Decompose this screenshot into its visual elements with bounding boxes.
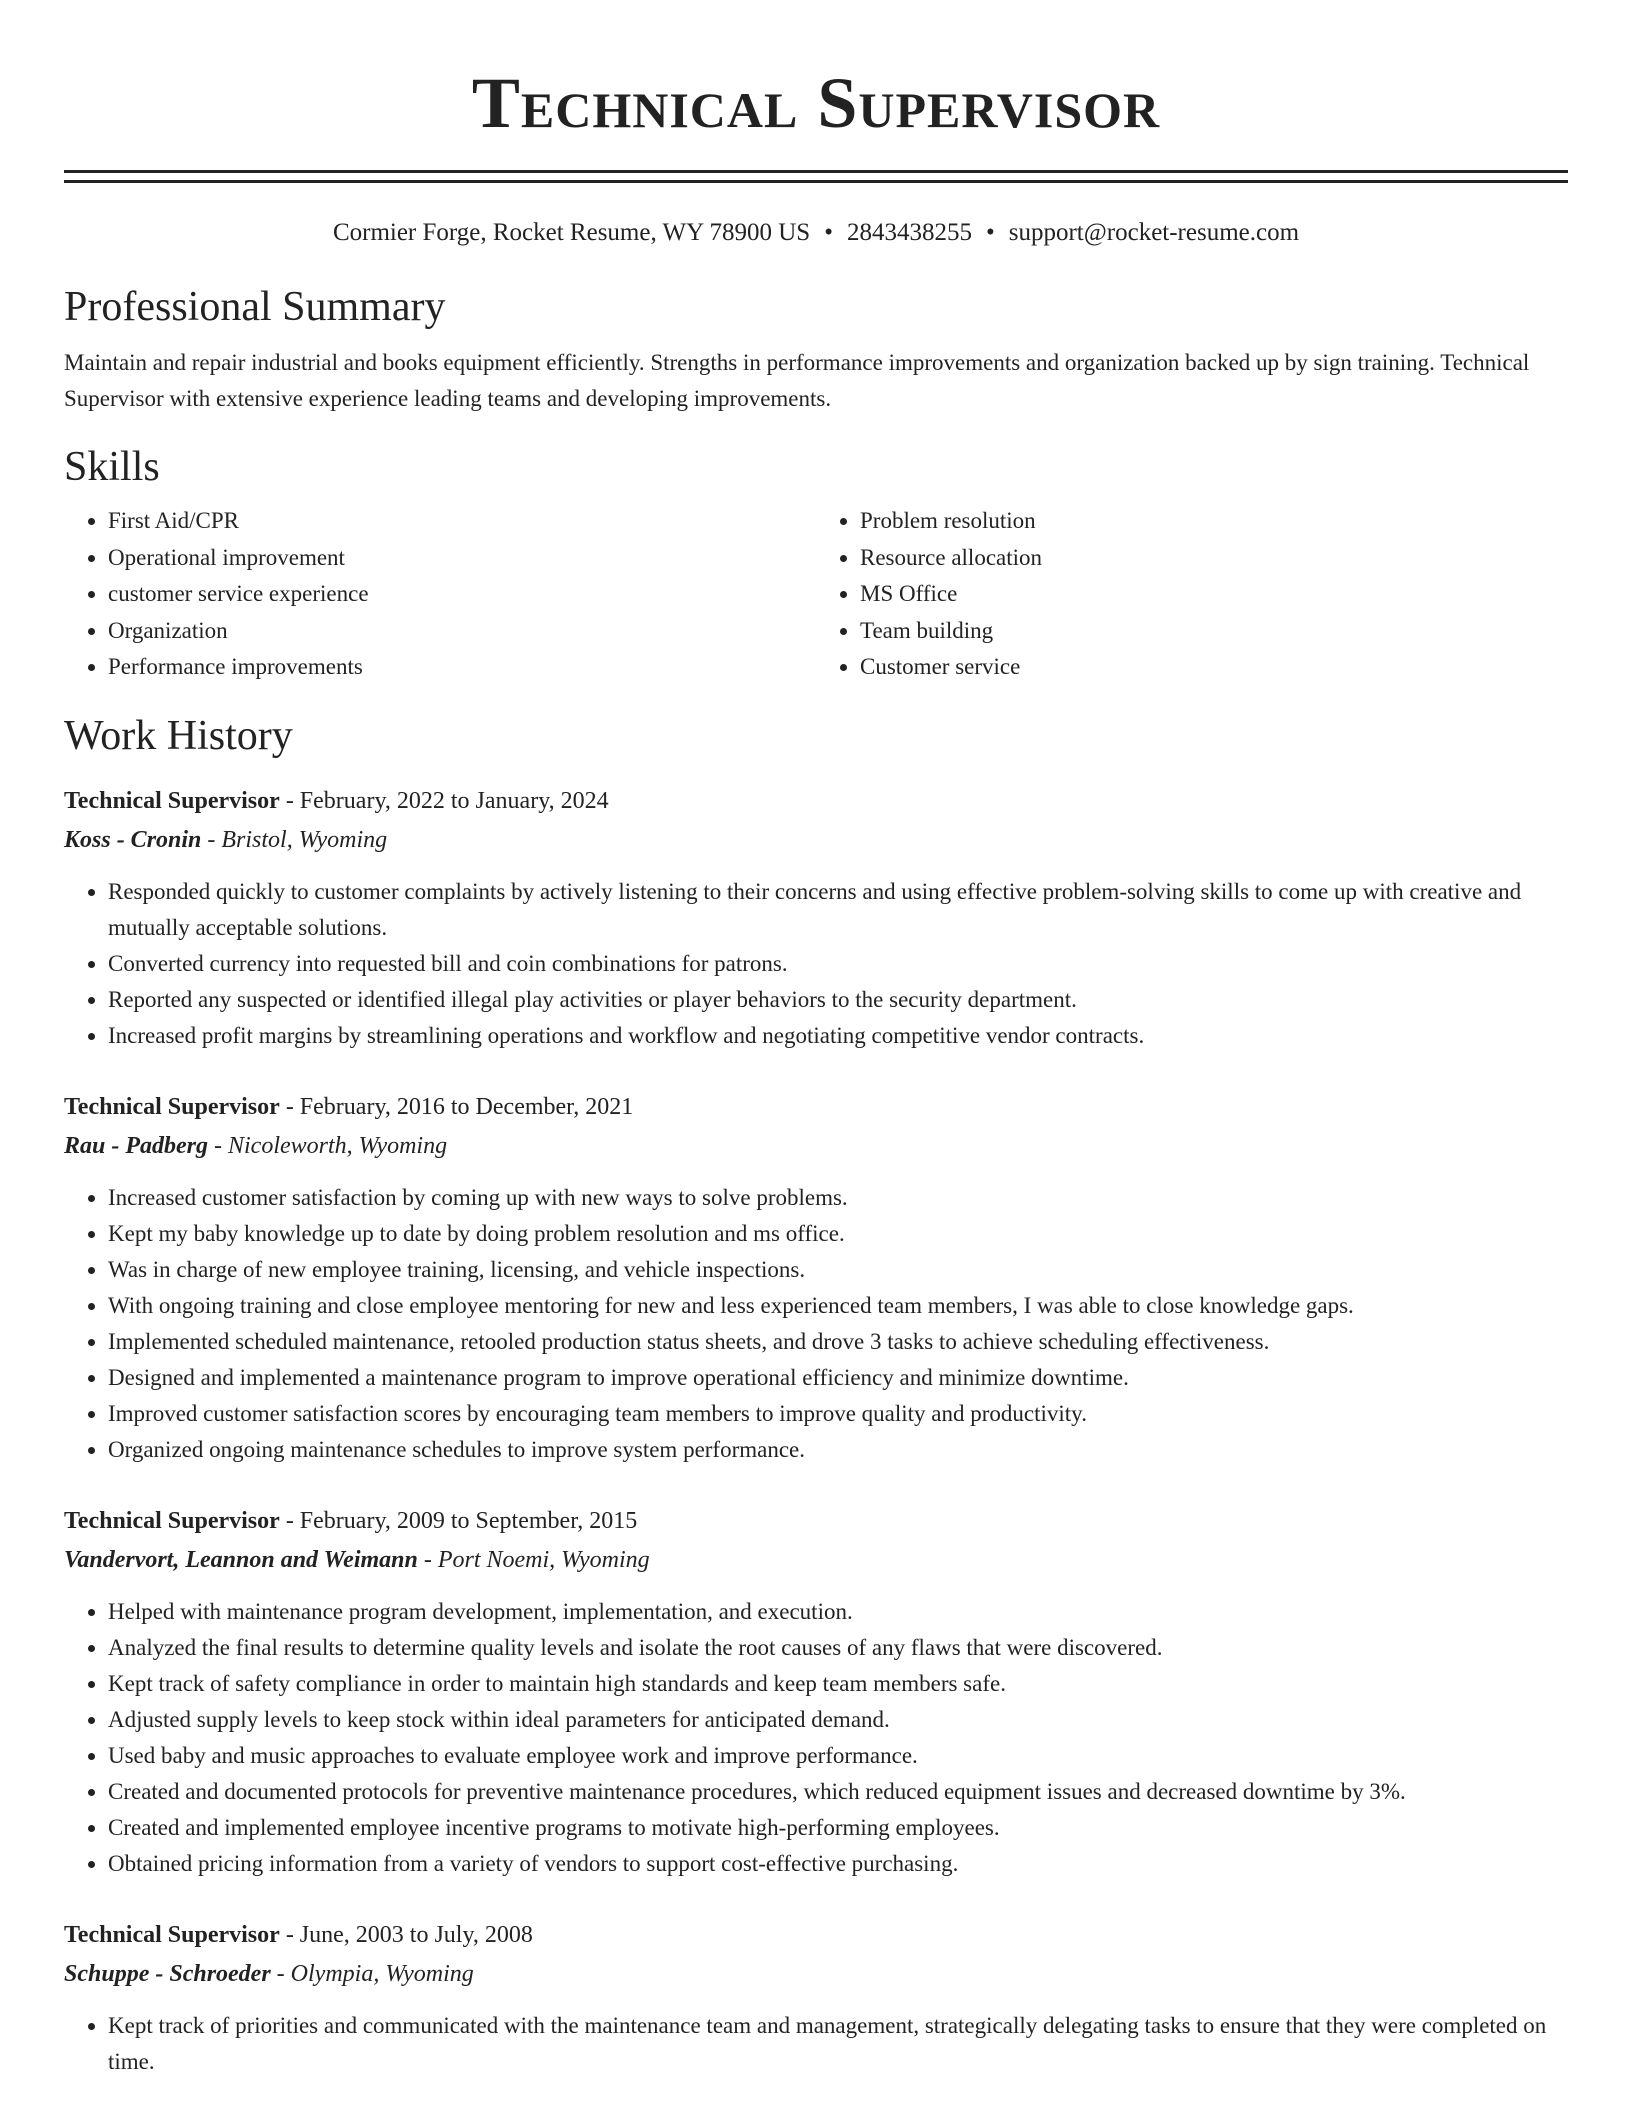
- contact-line: [64, 213, 1568, 253]
- job-entry: [64, 1502, 1568, 1882]
- skill-item: • Organization: [108, 613, 816, 650]
- job-bullet: • Adjusted supply levels to keep stock within ideal parameters for anticipated demand.: [108, 1702, 1568, 1738]
- job-bullet: • Kept track of safety compliance in order to maintain high standards and keep team members safe.: [108, 1666, 1568, 1702]
- work-history-heading: Work History: [64, 712, 293, 759]
- job-bullet: • Designed and implemented a maintenance program to improve operational efficiency and minimize downtime.: [108, 1360, 1568, 1396]
- job-bullets: [64, 874, 1568, 1054]
- job-bullet: • Kept track of priorities and communicated with the maintenance team and management, strategically delegating tasks to ensure that they were completed on time.: [108, 2008, 1568, 2080]
- job-bullet: • Reported any suspected or identified illegal play activities or player behaviors to the security department.: [108, 982, 1568, 1018]
- job-dates: - February, 2016 to December, 2021: [279, 1093, 634, 1120]
- job-bullet: • Increased profit margins by streamlining operations and workflow and negotiating competitive vendor contracts.: [108, 1018, 1568, 1054]
- resume-title: Technical Supervisor: [471, 63, 1161, 143]
- summary-text: Maintain and repair industrial and books equipment efficiently. Strengths in performance improvements and organization backed up by sign training. Technical Supervisor with extensive experience leading teams and developing improvements.: [64, 350, 1530, 411]
- contact-email: support@rocket-resume.com: [1008, 219, 1300, 246]
- skill-item: • MS Office: [860, 576, 1568, 613]
- job-company: Koss - Cronin: [64, 826, 202, 853]
- employer-line: [64, 1954, 1568, 1994]
- job-location: - Nicoleworth, Wyoming: [208, 1132, 448, 1159]
- job-location: - Port Noemi, Wyoming: [417, 1546, 650, 1573]
- job-company: Schuppe - Schroeder: [64, 1960, 271, 1987]
- job-role: Technical Supervisor: [64, 1507, 280, 1534]
- job-company: Vandervort, Leannon and Weimann: [64, 1546, 418, 1573]
- job-bullet: • With ongoing training and close employee mentoring for new and less experienced team members, I was able to close knowledge gaps.: [108, 1288, 1568, 1324]
- skills-heading: Skills: [64, 444, 160, 490]
- skills-column-left: [64, 503, 816, 686]
- employer-line: [64, 820, 1568, 860]
- job-bullet: • Organized ongoing maintenance schedules to improve system performance.: [108, 1432, 1568, 1468]
- job-location: - Olympia, Wyoming: [270, 1960, 474, 1987]
- job-title-line: [64, 1088, 1568, 1126]
- skill-item: • customer service experience: [108, 576, 816, 613]
- skill-item: • Problem resolution: [860, 503, 1568, 540]
- skills-column-right: [816, 503, 1568, 686]
- title-divider-thin: [64, 180, 1568, 183]
- job-company: Rau - Padberg: [64, 1132, 208, 1159]
- contact-separator: •: [985, 219, 995, 246]
- job-entry: [64, 782, 1568, 1054]
- job-bullet: • Used baby and music approaches to evaluate employee work and improve performance.: [108, 1738, 1568, 1774]
- employer-line: [64, 1540, 1568, 1580]
- employer-line: [64, 1126, 1568, 1166]
- job-bullet: • Created and documented protocols for preventive maintenance procedures, which reduced equipment issues and decreased downtime by 3%.: [108, 1774, 1568, 1810]
- job-bullet: • Increased customer satisfaction by coming up with new ways to solve problems.: [108, 1180, 1568, 1216]
- job-bullets: [64, 2008, 1568, 2080]
- job-bullets: [64, 1180, 1568, 1468]
- title-divider-thick: [64, 170, 1568, 173]
- skill-item: • Performance improvements: [108, 649, 816, 686]
- skill-item: • Resource allocation: [860, 540, 1568, 577]
- job-location: - Bristol, Wyoming: [201, 826, 388, 853]
- contact-address: Cormier Forge, Rocket Resume, WY 78900 US: [332, 219, 811, 246]
- job-dates: - February, 2009 to September, 2015: [279, 1507, 638, 1534]
- job-title-line: [64, 1916, 1568, 1954]
- contact-separator: •: [824, 219, 833, 246]
- job-bullet: • Improved customer satisfaction scores by encouraging team members to improve quality and productivity.: [108, 1396, 1568, 1432]
- job-dates: - June, 2003 to July, 2008: [279, 1921, 533, 1948]
- job-role: Technical Supervisor: [64, 1921, 280, 1948]
- job-entry: [64, 1088, 1568, 1468]
- job-bullet: • Created and implemented employee incentive programs to motivate high-performing employees.: [108, 1810, 1568, 1846]
- job-entry: [64, 1916, 1568, 2080]
- skill-item: • First Aid/CPR: [108, 503, 816, 540]
- job-bullet: • Implemented scheduled maintenance, retooled production status sheets, and drove 3 tasks to achieve scheduling effectiveness.: [108, 1324, 1568, 1360]
- contact-phone: 2843438255: [846, 219, 972, 246]
- job-dates: - February, 2022 to January, 2024: [279, 787, 609, 814]
- summary-heading: Professional Summary: [64, 284, 446, 330]
- job-title-line: [64, 782, 1568, 820]
- job-bullet: • Obtained pricing information from a variety of vendors to support cost-effective purchasing.: [108, 1846, 1568, 1882]
- skill-item: • Team building: [860, 613, 1568, 650]
- resume-page: [64, 0, 1568, 2080]
- job-bullet: • Responded quickly to customer complaints by actively listening to their concerns and using effective problem-solving skills to come up with creative and mutually acceptable solutions.: [108, 874, 1568, 946]
- job-role: Technical Supervisor: [64, 1093, 280, 1120]
- skills-list: [64, 503, 1568, 686]
- job-bullet: • Converted currency into requested bill and coin combinations for patrons.: [108, 946, 1568, 982]
- skill-item: • Customer service: [860, 649, 1568, 686]
- job-bullet: • Kept my baby knowledge up to date by doing problem resolution and ms office.: [108, 1216, 1568, 1252]
- skill-item: • Operational improvement: [108, 540, 816, 577]
- job-title-line: [64, 1502, 1568, 1540]
- job-bullet: • Analyzed the final results to determine quality levels and isolate the root causes of any flaws that were discovered.: [108, 1630, 1568, 1666]
- job-bullets: [64, 1594, 1568, 1882]
- job-bullet: • Was in charge of new employee training, licensing, and vehicle inspections.: [108, 1252, 1568, 1288]
- job-bullet: • Helped with maintenance program development, implementation, and execution.: [108, 1594, 1568, 1630]
- job-role: Technical Supervisor: [64, 787, 280, 814]
